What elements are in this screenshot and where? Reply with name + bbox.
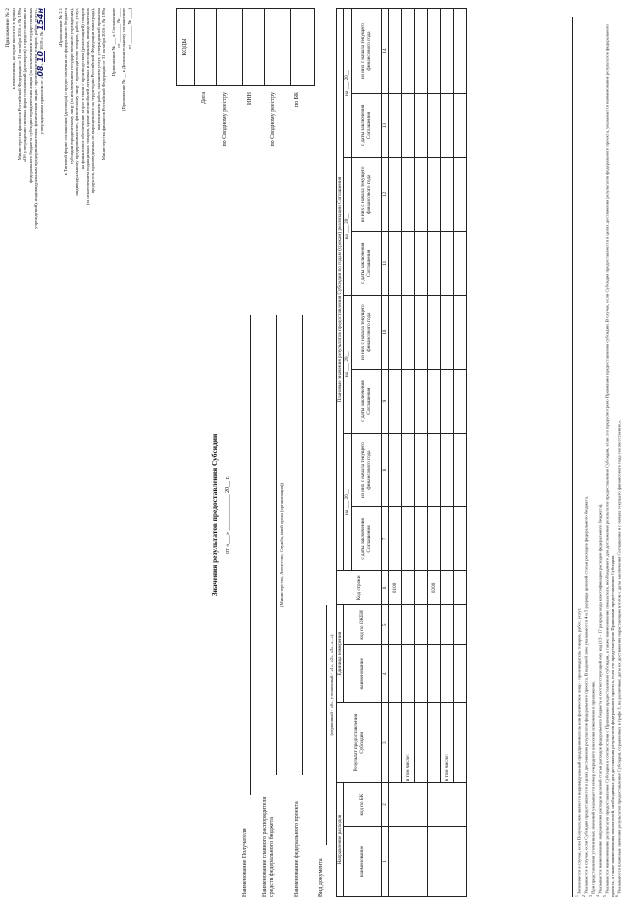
manager-sublabel: (Министерство, Агентство, Служба, иной орган (организация)) — [279, 483, 284, 607]
th-from-year: из них с начала текущего финансового года — [351, 157, 381, 231]
code-cell-date[interactable] — [195, 9, 217, 86]
footnote: $^1$ Заполняется в случае, если Получателем является индивидуальный предприниматель или физическое лицо - производитель товаров, работ, услуг. — [575, 607, 582, 897]
th-planned: Плановые значения результатов предоставления Субсидии по годам (срокам) реализации Соглашения — [337, 9, 344, 571]
table-cell[interactable] — [402, 94, 415, 158]
th-line-code: Код строки — [337, 571, 382, 605]
table-cell[interactable] — [454, 295, 467, 369]
table-cell[interactable] — [428, 783, 467, 827]
recipient-code-label: по Сводному реестру — [222, 92, 228, 147]
table-cell[interactable] — [454, 433, 467, 507]
table-cell[interactable] — [454, 231, 467, 295]
th-from-year: из них с начала текущего финансового года — [351, 295, 381, 369]
table-cell[interactable] — [415, 605, 428, 645]
appendix2-line: субсидии юридическому лицу (за исключением государственного учреждения), — [68, 8, 74, 165]
results-table — [336, 8, 467, 897]
table-cell[interactable] — [415, 571, 428, 605]
codes-table — [176, 8, 315, 86]
table-cell[interactable] — [428, 507, 441, 571]
th-direction: Направление расходов — [337, 783, 344, 897]
table-cell[interactable] — [441, 231, 454, 295]
col-num: 4 — [381, 645, 388, 703]
doc-type-sublabel: (первичный - «0», уточненный - «1», «2», «3», «...») — [329, 634, 334, 736]
table-cell[interactable] — [454, 605, 467, 645]
th-from-start: с даты заключения Соглашения — [351, 369, 381, 433]
appendix2-line: «Приложение № 2.1 — [58, 8, 63, 48]
table-cell[interactable] — [428, 605, 441, 645]
table-cell[interactable] — [415, 157, 428, 231]
appendix2-line: продуктов, произведенных из выращенного на территории Российской Федерации винограда), — [90, 8, 96, 194]
inn-label: ИНН — [247, 92, 253, 105]
manager-label: Наименование главного распорядителя средств федерального бюджета — [262, 796, 276, 897]
handwritten-day: 08 — [36, 65, 46, 77]
footnotes — [572, 17, 622, 897]
appendix2-line: от ________ № ____) — [126, 8, 132, 50]
table-cell[interactable] — [454, 157, 467, 231]
table-cell[interactable] — [389, 783, 428, 827]
project-code-label: по БК — [294, 92, 300, 108]
col-num: 9 — [381, 369, 388, 433]
table-row — [454, 9, 467, 897]
appendix-header — [6, 8, 45, 528]
footnote: $^6$ Указываются плановые значения результатов предоставления Субсидии, отраженных в графе 3, на различные даты их достижения нарастающим итогом с даты заключения Соглашения и с начала текущего финансового года соответственно.». — [615, 419, 622, 897]
table-cell[interactable] — [454, 9, 467, 94]
table-row — [402, 9, 415, 897]
table-cell[interactable] — [389, 9, 402, 94]
appendix-2-1-header — [58, 8, 132, 568]
in-that-label: в том числе: — [441, 703, 454, 783]
table-cell[interactable] — [415, 369, 428, 433]
table-cell[interactable] — [454, 94, 467, 158]
appendix-approval-line: утвержденным приказом от «08» 10 2019 г. № 154н — [36, 8, 46, 135]
in-that-label: в том числе: — [402, 703, 415, 783]
table-cell[interactable] — [428, 369, 441, 433]
recipient-label: Наименование Получателя — [242, 828, 248, 897]
th-period-4: на ___ 20__ — [344, 9, 351, 158]
manager-code-label: по Сводному реестру — [270, 92, 276, 147]
col-num: 8 — [381, 433, 388, 507]
table-cell[interactable] — [441, 157, 454, 231]
codes-header: КОДЫ — [177, 9, 195, 86]
table-cell[interactable] — [402, 645, 415, 703]
appendix-line: к изменениям, которые вносятся в приказ — [11, 8, 17, 90]
footnote: $^4$ Указывается наименование направления расходов целевой статьи расходов федерального бюджета и соответствующий ему код (13 - 17 разряды кода классификации расходов федерального бюджета). — [595, 503, 603, 897]
table-cell[interactable] — [428, 94, 441, 158]
th-unit-name: наименование — [344, 645, 381, 703]
recipient-underline — [250, 315, 251, 795]
table-cell[interactable] — [415, 507, 428, 571]
table-cell[interactable] — [441, 295, 454, 369]
table-cell[interactable] — [402, 571, 415, 605]
col-num: 3 — [381, 703, 388, 783]
th-unit-okei: код по ОКЕИ — [344, 605, 381, 645]
page-title: Значения результатов предоставления Субсидии — [210, 433, 219, 597]
appendix2-line: (Приложение № __ к Дополнительному соглашению — [121, 8, 127, 112]
appendix2-line: к Типовой форме соглашения (договора) о предоставлении из федерального бюджета — [63, 8, 69, 176]
table-cell[interactable] — [441, 369, 454, 433]
code-cell-manager[interactable] — [265, 9, 291, 86]
title-date: от «___» ____________ 20__ г. — [225, 476, 231, 554]
table-row — [415, 9, 428, 897]
column-numbers-row — [381, 9, 388, 897]
project-label: Наименование федерального проекта — [294, 801, 300, 897]
handwritten-number: 154н — [36, 8, 46, 31]
th-unit: Единица измерения — [337, 605, 344, 703]
table-row — [428, 9, 441, 897]
col-num: 11 — [381, 231, 388, 295]
appendix-line: федерального бюджета субсидии юридическим лицам (за исключением государственных — [27, 8, 33, 183]
table-cell[interactable] — [415, 645, 428, 703]
table-cell[interactable] — [389, 433, 402, 507]
appendix2-line: (за исключением подакцизных товаров, кроме автомобилей легковых и мотоциклов, винодельческих — [85, 8, 91, 206]
table-cell[interactable] — [402, 507, 415, 571]
table-cell[interactable] — [428, 703, 441, 783]
date-label: Дата — [201, 92, 207, 104]
col-num: 12 — [381, 157, 388, 231]
doc-type-underline — [326, 605, 327, 845]
code-cell-project[interactable] — [291, 9, 315, 86]
table-cell[interactable] — [389, 94, 402, 158]
appendix-line: Министерства финансов Российской Федерации от 31 октября 2016 г. № 199н — [16, 8, 22, 161]
table-cell[interactable] — [389, 703, 402, 783]
table-cell[interactable] — [389, 645, 402, 703]
col-num: 5 — [381, 605, 388, 645]
table-cell[interactable] — [415, 703, 428, 783]
table-cell[interactable] — [428, 295, 441, 369]
th-period-1: на ___ 20__ — [344, 433, 351, 571]
th-from-start: с даты заключения Соглашения — [351, 231, 381, 295]
table-cell[interactable] — [428, 157, 441, 231]
table-cell[interactable] — [402, 295, 415, 369]
col-num: 1 — [381, 827, 388, 897]
code-cell-recipient[interactable] — [217, 9, 243, 86]
table-cell[interactable] — [415, 231, 428, 295]
table-cell[interactable] — [389, 295, 402, 369]
th-dir-code: код по БК — [344, 783, 381, 827]
table-cell[interactable] — [415, 94, 428, 158]
appendix2-line: индивидуальному предпринимателю, физическому лицу - производителю товаров, работ, услуг, — [74, 8, 80, 196]
th-dir-name: наименование — [344, 827, 381, 897]
table-cell[interactable] — [389, 369, 402, 433]
table-cell[interactable] — [441, 507, 454, 571]
table-cell[interactable] — [389, 157, 402, 231]
col-num: 13 — [381, 94, 388, 158]
table-cell[interactable] — [454, 571, 467, 605]
table-cell[interactable] — [389, 605, 402, 645]
table-cell[interactable] — [441, 9, 454, 94]
appendix-line: учреждений), индивидуальным предпринимателям, физическим лицам - производителям товаров, работ, услуг», — [33, 8, 39, 229]
table-cell[interactable] — [402, 369, 415, 433]
table-cell[interactable] — [389, 507, 402, 571]
table-row — [441, 9, 454, 897]
th-from-year: из них с начала текущего финансового года — [351, 433, 381, 507]
footnote: $^3$ При представлении уточненных значений указывается номер очередного внесения изменения в приложение. — [588, 680, 596, 897]
th-period-3: на ___ 20__ — [344, 157, 351, 295]
appendix-line: «Об утверждении типовых форм соглашений (договоров) о предоставлении из — [22, 8, 28, 163]
table-cell[interactable] — [441, 605, 454, 645]
th-from-year: из них с начала текущего финансового года — [351, 9, 381, 94]
col-num: 7 — [381, 507, 388, 571]
col-num: 6 — [381, 571, 388, 605]
appendix2-line: Приложение № ___ к Соглашению — [110, 8, 116, 77]
th-from-start: с даты заключения Соглашения — [351, 94, 381, 158]
col-num: 10 — [381, 295, 388, 369]
appendix2-line: выполнением работ, оказанием услуг, утвержденной приказом — [95, 8, 101, 131]
table-cell[interactable] — [454, 369, 467, 433]
table-cell[interactable] — [428, 645, 441, 703]
th-from-start: с даты заключения Соглашения — [351, 507, 381, 571]
footnote: $^5$ Указывается наименование результатов предоставления Субсидии в соответствии с Правилами предоставления субсидии, а также наименование показателя, необходимого для достижения результатов предоставления Субсидии, если это предусмотрено Правилами предоставления субсидии. В случае, если Субсидия предоставляется в целях достижения результатов федерального проекта, указывается наименование результатов федерального проекта, а также наименования показателей, необходимых для достижения результатов федерального проекта, если это предусмотрено Правилами предоставления Субсидии. — [602, 24, 615, 897]
line-code-cell: 0100 — [389, 571, 402, 605]
table-cell[interactable] — [389, 827, 428, 897]
table-cell[interactable] — [441, 433, 454, 507]
table-cell[interactable] — [402, 433, 415, 507]
table-cell[interactable] — [402, 605, 415, 645]
appendix-line: Приложение № 2 — [5, 8, 11, 48]
table-cell[interactable] — [428, 827, 467, 897]
table-cell[interactable] — [454, 645, 467, 703]
th-result: Результат предоставления Субсидии — [337, 703, 382, 783]
table-cell[interactable] — [428, 231, 441, 295]
appendix2-line: от ________ № ____ — [116, 8, 122, 48]
doc-type-label: Вид документа — [318, 858, 324, 897]
table-row — [389, 9, 402, 897]
appendix2-line: Министерства финансов Российской Федерации от 31 октября 2016 г. № 199н — [101, 8, 107, 161]
table-cell[interactable] — [389, 231, 402, 295]
handwritten-month: 10 — [36, 50, 46, 63]
table-cell[interactable] — [402, 157, 415, 231]
col-num: 2 — [381, 783, 388, 827]
project-underline — [302, 315, 303, 775]
table-cell[interactable] — [402, 231, 415, 295]
table-cell[interactable] — [415, 433, 428, 507]
footnote: $^2$ Указывается в случае, если Субсидия предоставляется в целях достижения результатов федерального проекта. В кодовой зоне указываются 4 и 5 разряды целевой статьи расходов федерального бюджета. — [581, 495, 589, 897]
table-cell[interactable] — [415, 295, 428, 369]
table-cell[interactable] — [454, 703, 467, 783]
code-cell-inn[interactable] — [243, 9, 265, 86]
table-cell[interactable] — [441, 94, 454, 158]
table-cell[interactable] — [454, 507, 467, 571]
table-cell[interactable] — [428, 9, 441, 94]
table-cell[interactable] — [441, 645, 454, 703]
table-cell[interactable] — [428, 433, 441, 507]
table-cell[interactable] — [441, 571, 454, 605]
col-num: 14 — [381, 9, 388, 94]
th-period-2: на ___ 20__ — [344, 295, 351, 433]
table-cell[interactable] — [415, 9, 428, 94]
table-cell[interactable] — [402, 9, 415, 94]
line-code-cell: 0200 — [428, 571, 441, 605]
appendix2-line: на финансовое обеспечение затрат в связи с производством (реализацией) товаров — [79, 8, 85, 170]
manager-underline — [276, 315, 277, 775]
